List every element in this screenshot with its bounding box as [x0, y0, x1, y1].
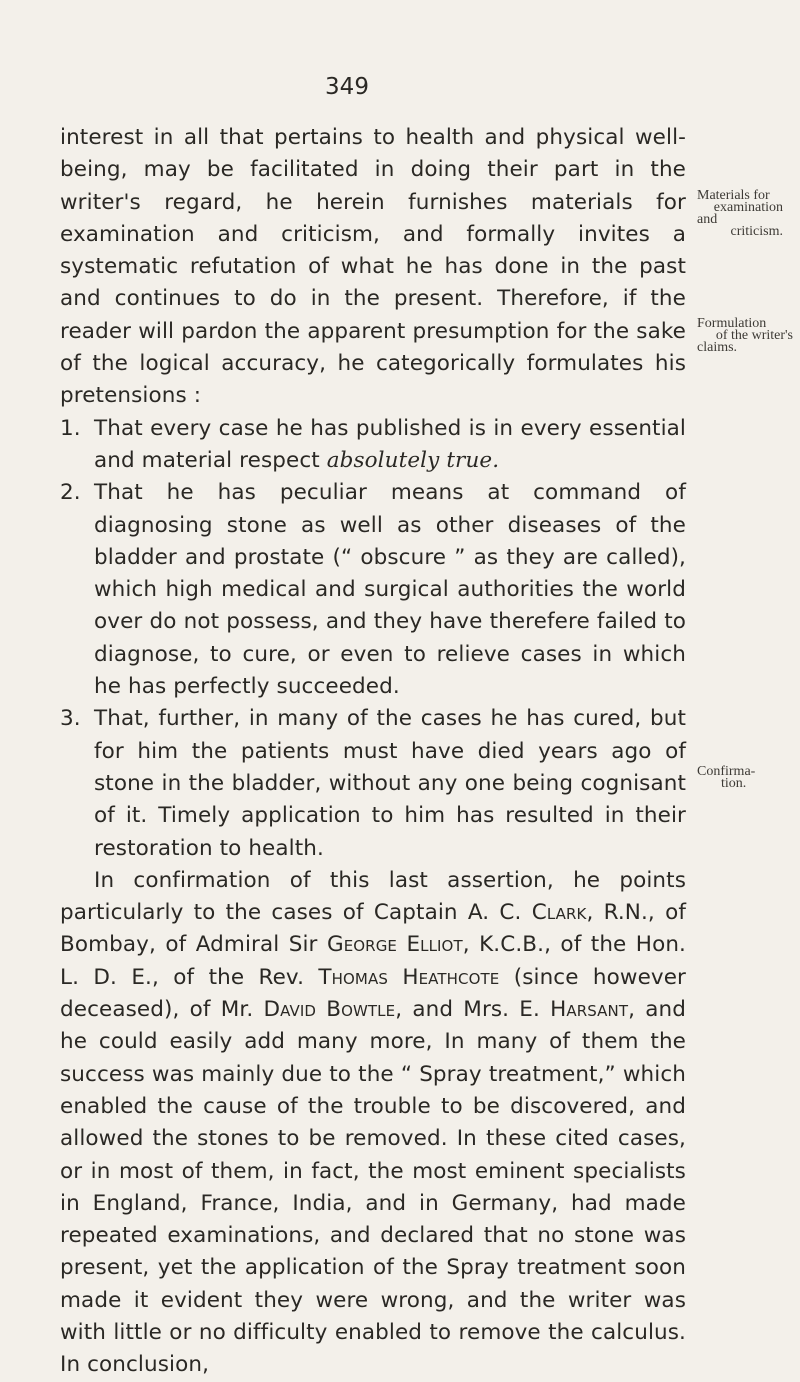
side-note-line: Formulation: [697, 316, 767, 331]
confirmation-text: In confirmation of this last assertion, he points particularly to the cases of Captain A. C.: [60, 867, 686, 926]
claim-number: 1.: [60, 415, 81, 441]
claim-text: That, further, in many of the cases he has cured, but for him the patients must have died years ago of stone in the bladder, without any one being cognisant of it. Timely application to him has resulted in their restoration to health.: [94, 706, 686, 861]
main-text: [60, 122, 686, 1382]
claim-emphasis: absolutely true.: [326, 447, 500, 473]
intro-paragraph: interest in all that pertains to health and physical well-being, may be facilitated in doing their part in the writer's regard, he herein furnishes materials for examination and criticism, and formally invites a systematic refutation of what he has done in the past and continues to do in the present. Therefore, if the reader will pardon the apparent presumption for the sake of the logical accuracy, he categorically formulates his pretensions :: [60, 125, 686, 409]
claim-item: [60, 413, 686, 478]
claim-item: [60, 703, 686, 864]
side-note-line: criticism.: [730, 224, 783, 239]
side-note-confirmation: [697, 766, 797, 790]
side-note-line: and: [697, 212, 718, 227]
confirmation-text: , K.C.B., of the Hon. L. D. E., of the Rev.: [60, 932, 686, 990]
side-note-line: Confirma-: [697, 764, 756, 779]
claim-item: [60, 477, 686, 703]
person-name: Harsant: [550, 997, 629, 1023]
confirmation-text: , and Mrs. E.: [395, 997, 551, 1023]
page-number: 349: [325, 74, 369, 100]
side-note-materials: [697, 190, 797, 238]
person-name: Clark: [531, 900, 587, 926]
claim-text: That every case he has published is in every essential and material respect: [94, 415, 686, 473]
confirmation-text: , R.N., of Bombay, of Admiral Sir: [60, 900, 686, 958]
side-note-line: Materials for: [697, 188, 770, 203]
claim-text: That he has peculiar means at command of diagnosing stone as well as other diseases of the bladder and prostate (“ obscure ” as they are called), which high medical and surgical authorities the world over do not possess, and they have therefere failed to diagnose, to cure, or even to relieve cases in which he has perfectly succeeded.: [94, 480, 686, 700]
side-note-line: of the writer's: [715, 328, 793, 343]
claims-list: [60, 413, 686, 865]
person-name: Thomas Heathcote: [318, 964, 500, 990]
confirmation-paragraph: [60, 865, 686, 1382]
claim-number: 3.: [60, 706, 81, 732]
side-note-line: claims.: [697, 340, 738, 355]
confirmation-text: , and he could easily add many more, In many of them the success was mainly due to the “ Spray treatment,” which enabled the cause of the trouble to be discovered, and allowed the stones to be removed. In these cited cases, or in most of them, in fact, the most eminent specialists in England, France, India, and in Germany, had made repeated examinations, and declared that no stone was present, yet the application of the Spray treatment soon made it evident they were wrong, and the writer was with little or no difficulty enabled to remove the calculus. In conclusion,: [60, 997, 686, 1378]
confirmation-text: (since however deceased), of Mr.: [60, 964, 686, 1023]
claim-number: 2.: [60, 480, 81, 506]
side-note-line: examination: [713, 200, 783, 215]
side-note-line: tion.: [721, 776, 747, 791]
person-name: George Elliot: [326, 932, 463, 958]
person-name: David Bowtle: [263, 997, 396, 1023]
side-note-formulation: [697, 318, 797, 354]
